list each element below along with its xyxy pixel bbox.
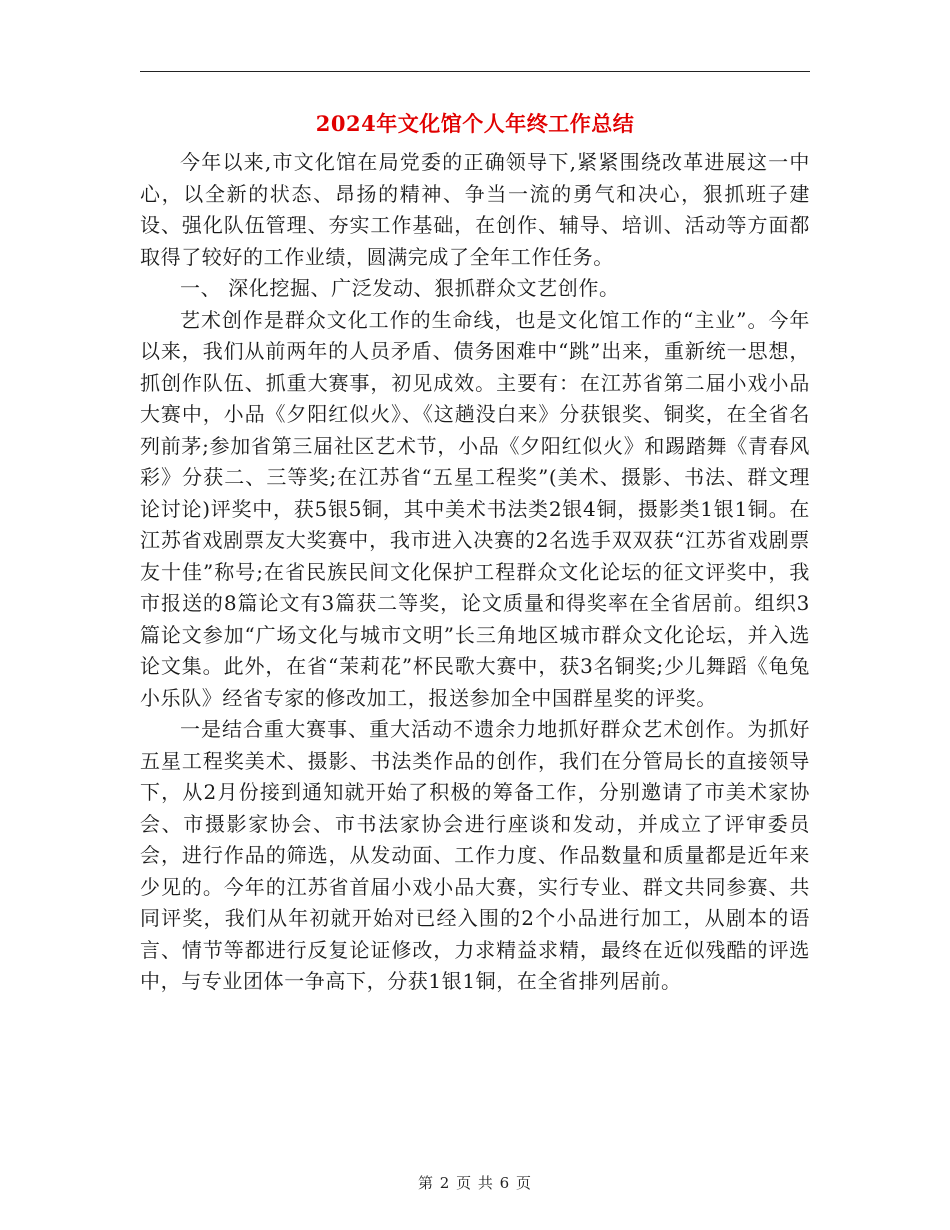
paragraph-creation: 一是结合重大赛事、重大活动不遗余力地抓好群众艺术创作。为抓好五星工程奖美术、摄影、书法类作品的创作，我们在分管局长的直接领导下，从2月份接到通知就开始了积极的筹备工作，分别邀请了市美术家协会、市摄影家协会、市书法家协会进行座谈和发动，并成立了评审委员会，进行作品的筛选，从发动面、工作力度、作品数量和质量都是近年来少见的。今年的江苏省首届小戏小品大赛，实行专业、群文共同参赛、共同评奖，我们从年初就开始对已经入围的2个小品进行加工，从剧本的语言、情节等都进行反复论证修改，力求精益求精，最终在近似残酷的评选中，与专业团体一争高下，分获1银1铜，在全省排列居前。 — [140, 717, 810, 993]
document-body — [140, 147, 810, 998]
header-rule — [140, 71, 810, 72]
paragraph-intro: 今年以来,市文化馆在局党委的正确领导下,紧紧围绕改革进展这一中心，以全新的状态、昂扬的精神、争当一流的勇气和决心，狠抓班子建设、强化队伍管理、夯实工作基础，在创作、辅导、培训、活动等方面都取得了较好的工作业绩，圆满完成了全年工作任务。 — [140, 150, 810, 269]
page-number: 第 2 页 共 6 页 — [418, 1174, 532, 1192]
document-title: 2024年文化馆个人年终工作总结 — [315, 111, 635, 136]
paragraph-achievements: 艺术创作是群众文化工作的生命线，也是文化馆工作的“主业”。今年以来，我们从前两年的人员矛盾、债务困难中“跳”出来，重新统一思想，抓创作队伍、抓重大赛事，初见成效。主要有：在江苏省第二届小戏小品大赛中，小品《夕阳红似火》、《这趟没白来》分获银奖、铜奖，在全省名列前茅;参加省第三届社区艺术节，小品《夕阳红似火》和踢踏舞《青春风彩》分获二、三等奖;在江苏省“五星工程奖”(美术、摄影、书法、群文理论讨论)评奖中，获5银5铜，其中美术书法类2银4铜，摄影类1银1铜。在江苏省戏剧票友大奖赛中，我市进入决赛的2名选手双双获“江苏省戏剧票友十佳”称号;在省民族民间文化保护工程群众文化论坛的征文评奖中，我市报送的8篇论文有3篇获二等奖，论文质量和得奖率在全省居前。组织3篇论文参加“广场文化与城市文明”长三角地区城市群众文化论坛，并入选论文集。此外，在省“茉莉花”杯民歌大赛中，获3名铜奖;少儿舞蹈《龟兔小乐队》经省专家的修改加工，报送参加全中国群星奖的评奖。 — [140, 307, 810, 710]
section-heading-1: 一、 深化挖掘、广泛发动、狠抓群众文艺创作。 — [180, 276, 620, 300]
